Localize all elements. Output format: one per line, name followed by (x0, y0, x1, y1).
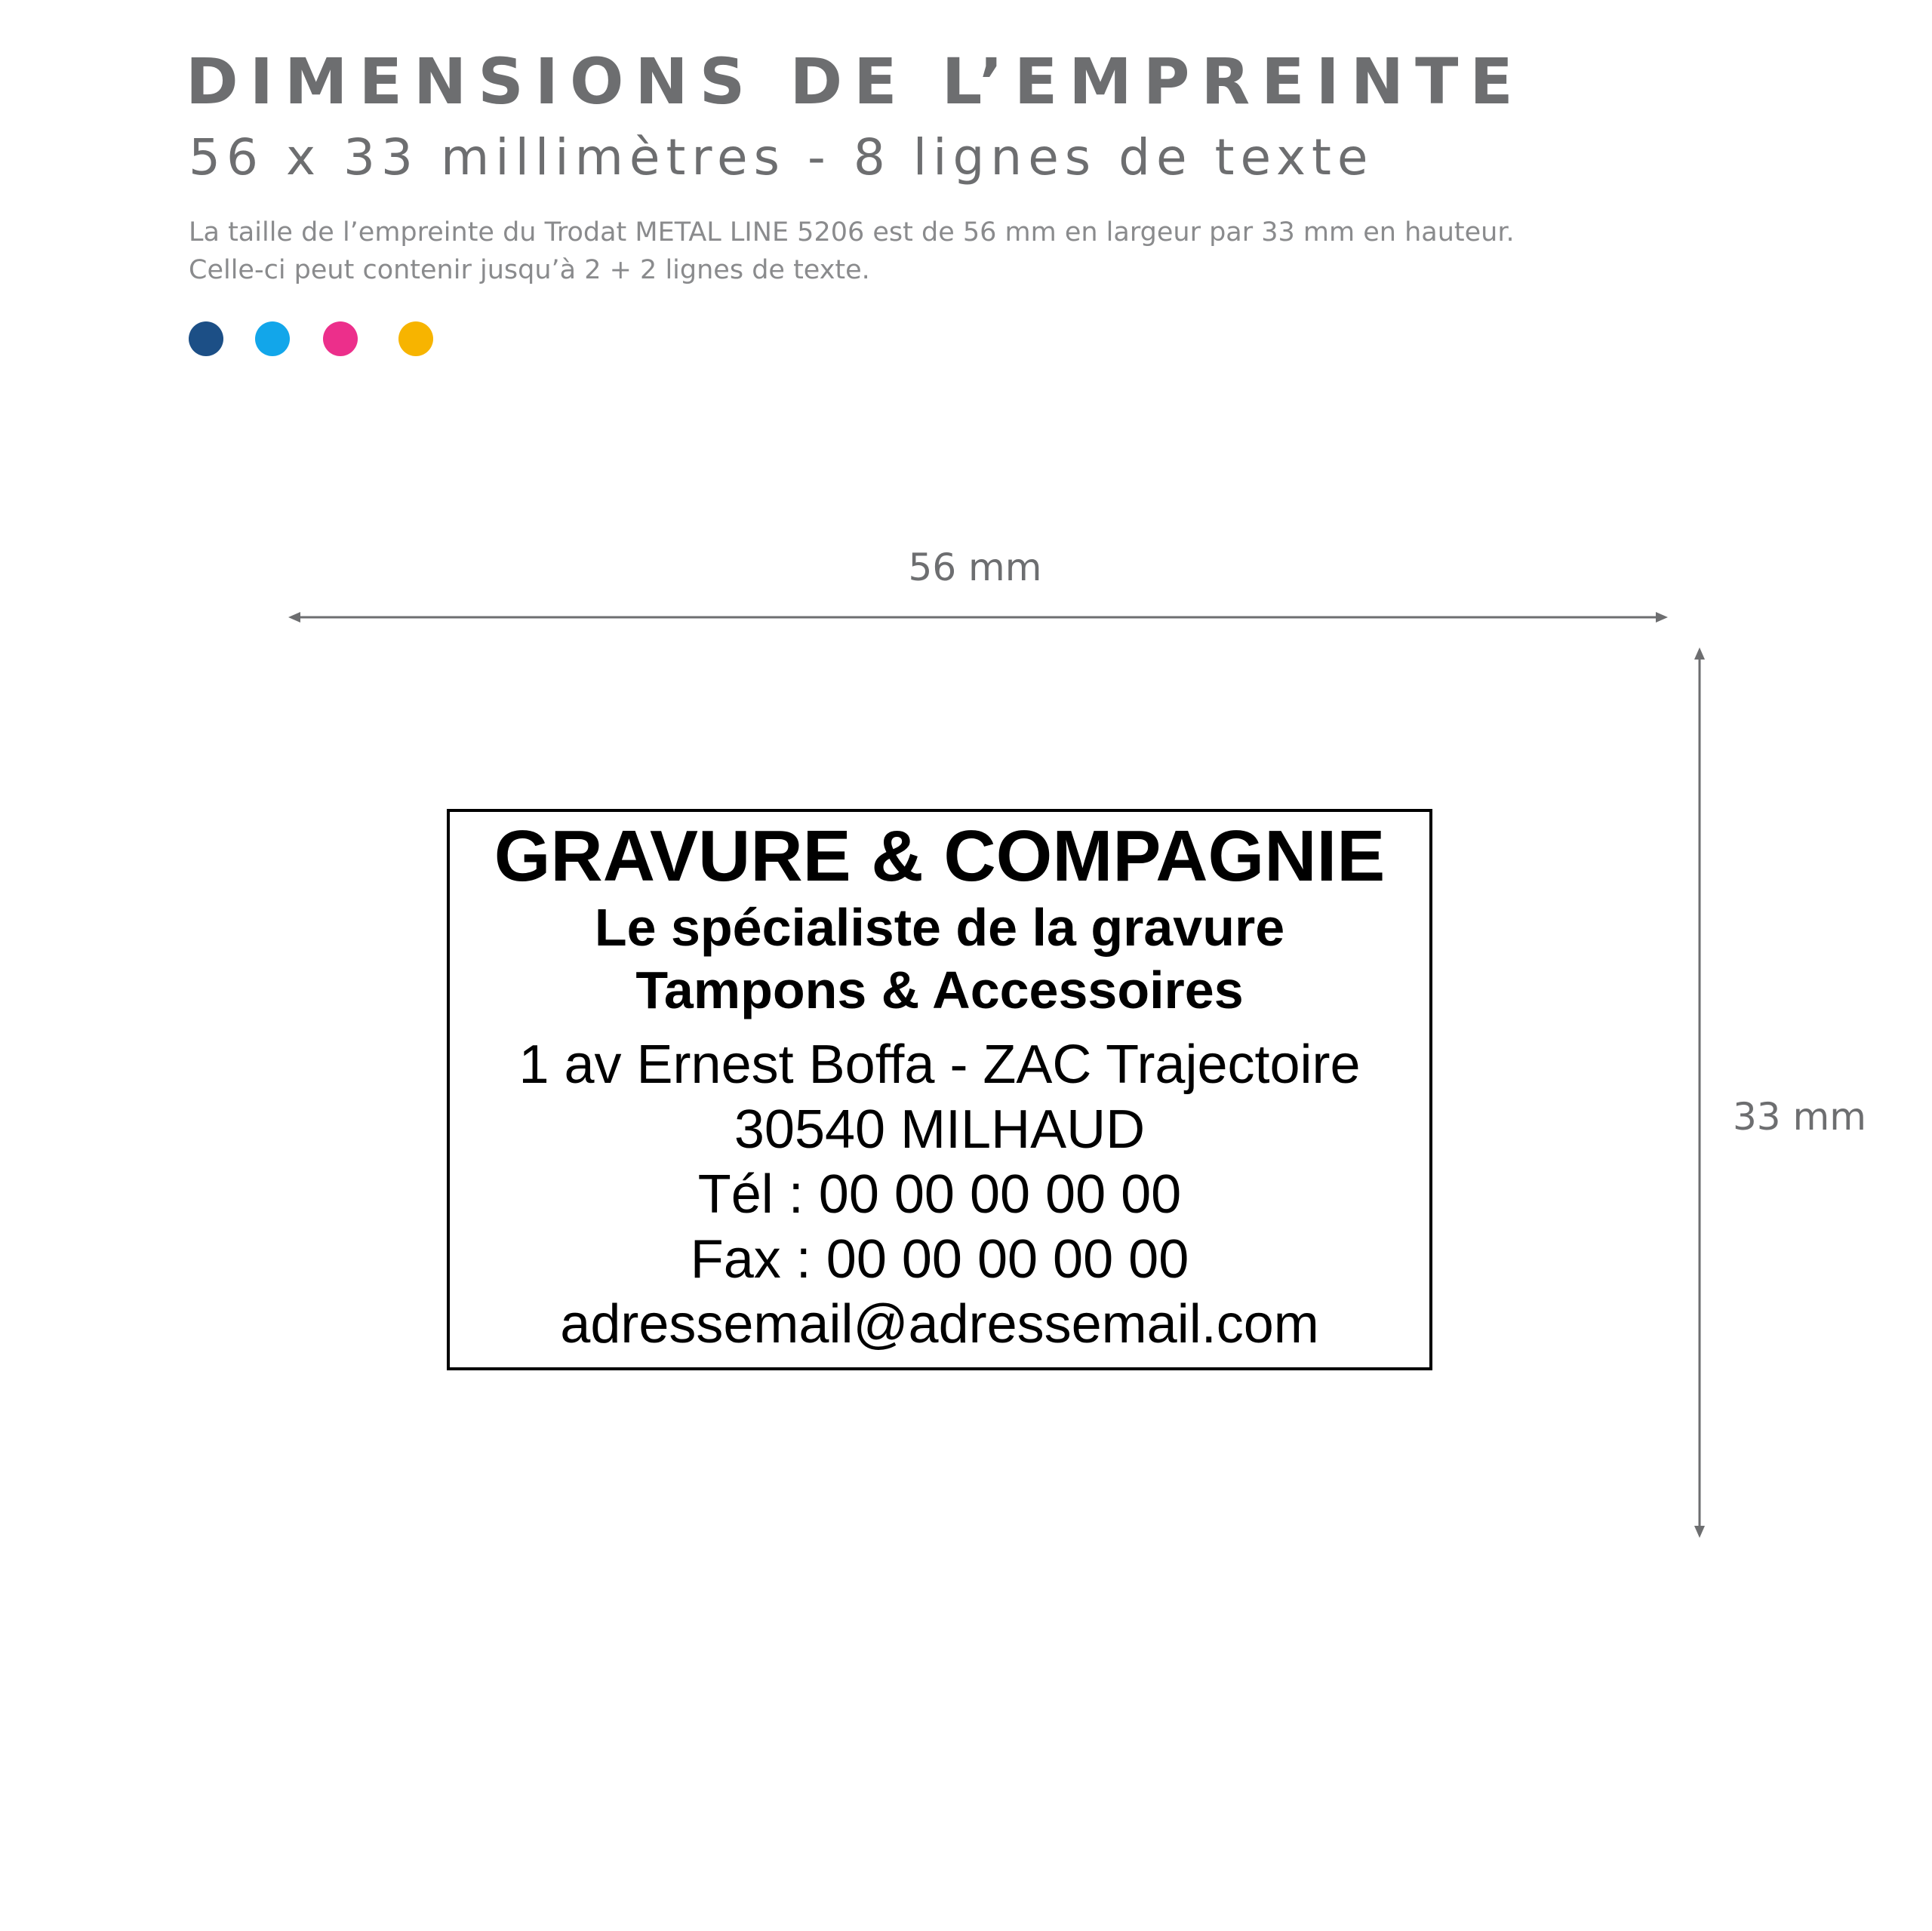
height-arrow-top-head (1694, 647, 1705, 660)
stamp-line-8: adressemail@adressemail.com (560, 1294, 1319, 1354)
description-line-1: La taille de l’empreinte du Trodat METAL LINE 5206 est de 56 mm en largeur par 33 mm en hauteur. (189, 217, 1515, 248)
stamp-line-4: 1 av Ernest Boffa - ZAC Trajectoire (518, 1035, 1361, 1095)
stamp-line-2: Le spécialiste de la gravure (594, 898, 1285, 957)
height-arrow-bottom-head (1694, 1526, 1705, 1538)
stamp-line-6: Tél : 00 00 00 00 00 (697, 1164, 1182, 1225)
width-arrow-right-head (1656, 612, 1668, 623)
description-line-2: Celle-ci peut contenir jusqu’à 2 + 2 lignes de texte. (189, 255, 870, 285)
width-arrow-left-head (288, 612, 300, 623)
stamp-line-7: Fax : 00 00 00 00 00 (690, 1229, 1189, 1290)
stamp-line-3: Tampons & Accessoires (635, 961, 1244, 1019)
height-dimension-label: 33 mm (1733, 1095, 1866, 1139)
page-subtitle: 56 x 33 millimètres - 8 lignes de texte (189, 128, 1374, 186)
stamp-line-5: 30540 MILHAUD (734, 1099, 1146, 1160)
width-dimension-label: 56 mm (908, 546, 1042, 589)
page-title: DIMENSIONS DE L’EMPREINTE (186, 45, 1524, 118)
stamp-line-1: GRAVURE & COMPAGNIE (494, 816, 1386, 896)
stamp-imprint-preview (447, 809, 1432, 1370)
